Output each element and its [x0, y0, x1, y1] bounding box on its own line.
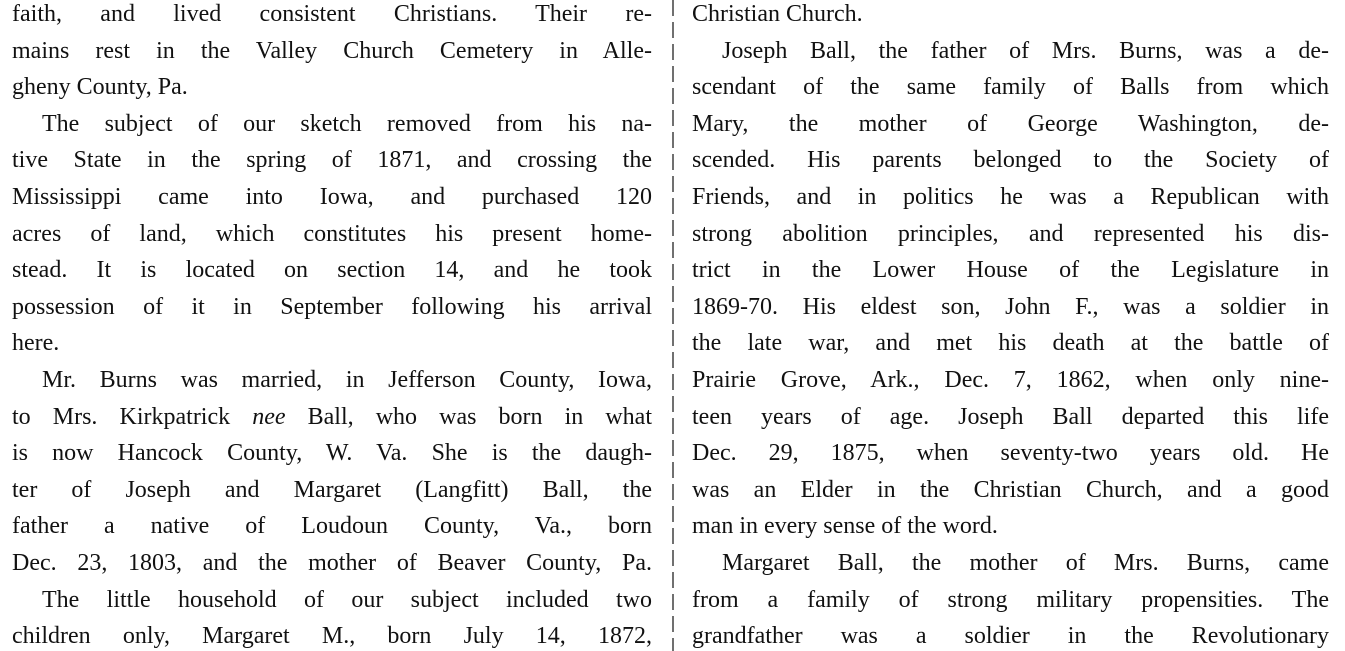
text-line: strong abolition principles, and represented his dis-	[692, 220, 1329, 247]
text-line: acres of land, which constitutes his present home-	[12, 220, 652, 247]
text-line: Margaret Ball, the mother of Mrs. Burns, came	[722, 549, 1329, 576]
text-line: was an Elder in the Christian Church, and a good	[692, 476, 1329, 503]
text-line: scended. His parents belonged to the Society of	[692, 147, 1329, 174]
text-line: Joseph Ball, the father of Mrs. Burns, was a de-	[722, 37, 1329, 64]
text-line: scendant of the same family of Balls from which	[692, 74, 1329, 101]
text-line: Dec. 23, 1803, and the mother of Beaver County, Pa.	[12, 549, 652, 576]
text-line: possession of it in September following his arrival	[12, 293, 652, 320]
text-line: tive State in the spring of 1871, and crossing the	[12, 147, 652, 174]
text-line: Mr. Burns was married, in Jefferson County, Iowa,	[42, 366, 652, 393]
text-line: teen years of age. Joseph Ball departed this life	[692, 403, 1329, 430]
text-line: here.	[12, 330, 60, 357]
text-line: grandfather was a soldier in the Revolutionary	[692, 623, 1329, 650]
column-divider	[672, 0, 674, 651]
text-line: Friends, and in politics he was a Republican with	[692, 183, 1329, 210]
italic-word: nee	[252, 403, 286, 430]
text-line: The subject of our sketch removed from his na-	[42, 110, 652, 137]
text-line: ter of Joseph and Margaret (Langfitt) Ball, the	[12, 476, 652, 503]
text-line: the late war, and met his death at the battle of	[692, 330, 1329, 357]
text-line: to Mrs. Kirkpatrick nee Ball, who was born in what	[12, 403, 652, 430]
text-line: Dec. 29, 1875, when seventy-two years old. He	[692, 440, 1329, 467]
text-line: stead. It is located on section 14, and he took	[12, 257, 652, 284]
text-line: Mary, the mother of George Washington, de-	[692, 110, 1329, 137]
text-line: children only, Margaret M., born July 14, 1872,	[12, 623, 652, 650]
right-column	[692, 0, 1329, 651]
text-line: man in every sense of the word.	[692, 513, 998, 540]
text-line: trict in the Lower House of the Legislature in	[692, 257, 1329, 284]
text-line: Prairie Grove, Ark., Dec. 7, 1862, when only nine-	[692, 366, 1329, 393]
text-line: faith, and lived consistent Christians. Their re-	[12, 1, 652, 27]
text-line: Mississippi came into Iowa, and purchased 120	[12, 183, 652, 210]
left-column	[12, 0, 652, 651]
text-line: is now Hancock County, W. Va. She is the daugh-	[12, 440, 652, 467]
text-line: gheny County, Pa.	[12, 74, 188, 101]
text-line: mains rest in the Valley Church Cemetery in Alle-	[12, 37, 652, 64]
text-line: Christian Church.	[692, 1, 863, 27]
text-line: 1869-70. His eldest son, John F., was a soldier in	[692, 293, 1329, 320]
text-line: father a native of Loudoun County, Va., born	[12, 513, 652, 540]
text-line: The little household of our subject included two	[42, 586, 652, 613]
text-line: from a family of strong military propensities. The	[692, 586, 1329, 613]
